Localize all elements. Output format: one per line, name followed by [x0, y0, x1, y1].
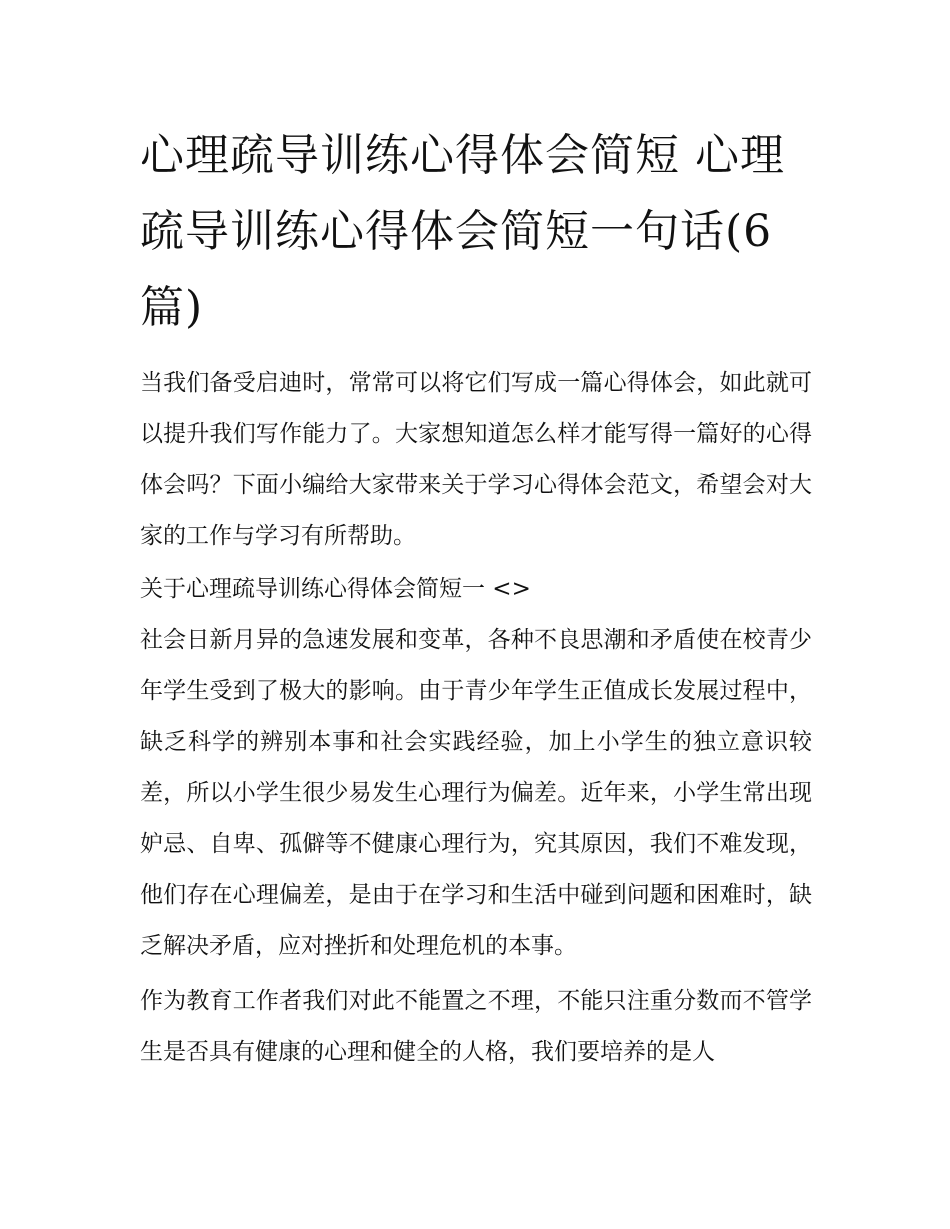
section-heading: 关于心理疏导训练心得体会简短一 <> — [140, 576, 531, 602]
body-paragraph: 作为教育工作者我们对此不能置之不理，不能只注重分数而不管学生是否具有健康的心理和健全的人格，我们要培养的是人 — [140, 988, 812, 1065]
body-paragraph: 社会日新月异的急速发展和变革，各种不良思潮和矛盾使在校青少年学生受到了极大的影响。由于青少年学生正值成长发展过程中，缺乏科学的辨别本事和社会实践经验，加上小学生的独立意识较差，所以小学生很少易发生心理行为偏差。近年来，小学生常出现妒忌、自卑、孤僻等不健康心理行为，究其原因，我们不难发现，他们存在心理偏差，是由于在学习和生活中碰到问题和困难时，缺乏解决矛盾，应对挫折和处理危机的本事。 — [140, 627, 812, 959]
document-body — [140, 118, 812, 1078]
document-title: 心理疏导训练心得体会简短 心理疏导训练心得体会简短一句话(6篇) — [140, 130, 785, 333]
intro-paragraph: 当我们备受启迪时，常常可以将它们写成一篇心得体会，如此就可以提升我们写作能力了。大家想知道怎么样才能写得一篇好的心得体会吗？下面小编给大家带来关于学习心得体会范文，希望会对大家的工作与学习有所帮助。 — [140, 370, 812, 549]
